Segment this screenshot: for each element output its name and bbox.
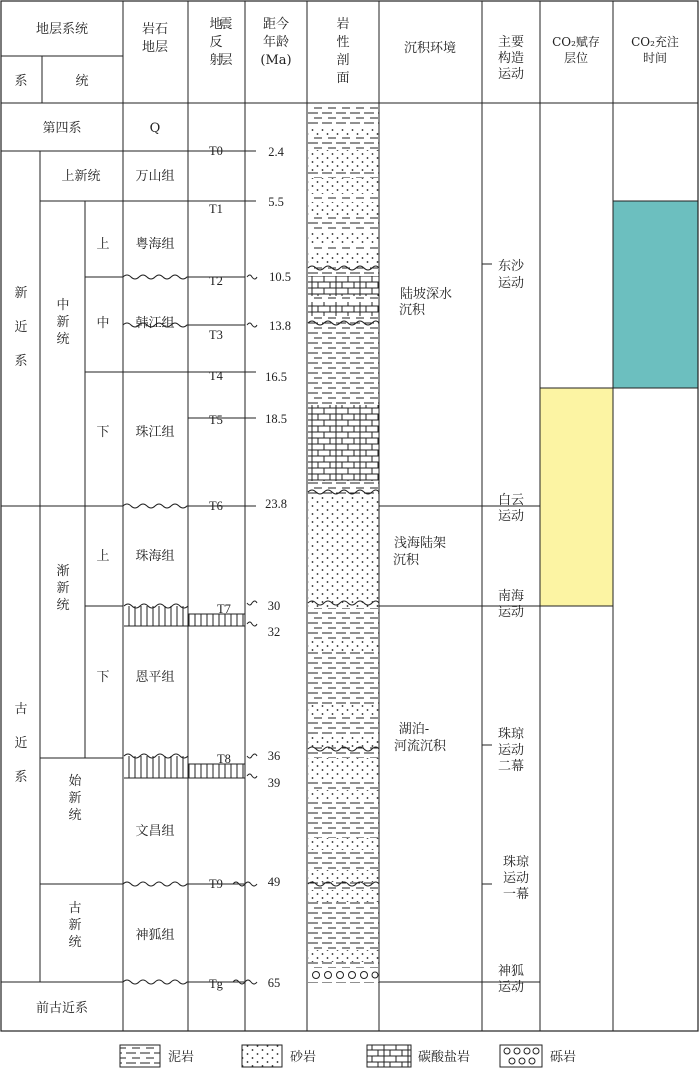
environment-shelf-1: 浅海陆架 [393,536,447,551]
age-39: 39 [267,776,281,790]
header-co2-layer-2: 层位 [563,51,589,65]
formation-zhujiang: 珠江组 [135,425,175,440]
environment-shelf-2: 沉积 [392,553,420,568]
movement-shenhu-2: 运动 [497,980,525,995]
age-49: 49 [267,875,281,889]
series-paleocene-1: 古 [68,901,82,916]
age-2-4: 2.4 [268,145,284,159]
movement-zhuqiong1-3: 一幕 [502,887,530,902]
header-rock-strata-1: 岩石 [141,22,169,37]
movement-baiyun-2: 运动 [497,509,525,524]
legend-mudstone-label: 泥岩 [168,1050,195,1065]
movement-nanhai-2: 运动 [497,605,525,620]
reflector-t4: T4 [209,369,223,383]
age-10-5: 10.5 [269,270,291,284]
header-age-1: 距今 [262,17,290,32]
system-paleogene-1: 古 [14,702,28,717]
header-seismic-2: 震 [219,17,233,32]
movement-dongsha-2: 运动 [497,276,525,291]
system-quaternary: 第四系 [42,121,82,136]
movement-dongsha-1: 东沙 [497,259,525,274]
header-tectonic-1: 主要 [497,35,525,50]
header-co2-time-1: CO₂充注 [631,35,679,49]
header-lithology-1: 岩 [336,17,350,32]
series-miocene-3: 统 [56,332,70,347]
legend-sandstone-label: 砂岩 [290,1050,317,1065]
header-seismic-3: 反 [209,35,223,50]
header-co2-time-2: 时间 [642,51,668,65]
header-lithology-3: 剖 [336,53,350,68]
formation-enping: 恩平组 [135,670,175,685]
header-tectonic-2: 构造 [497,51,525,66]
formation-shenhu: 神狐组 [135,928,175,943]
legend [120,1045,576,1067]
reflector-t1: T1 [209,202,223,216]
movement-zhuqiong1-1: 珠琼 [502,855,530,870]
header-rock-strata-2: 地层 [141,40,169,55]
formation-zhuhai: 珠海组 [135,549,175,564]
series-eocene-2: 新 [68,791,82,806]
reflector-t3: T3 [209,328,223,342]
age-16-5: 16.5 [265,370,287,384]
series-pliocene: 上新统 [61,169,101,184]
legend-carbonate [367,1045,470,1067]
system-neogene-3: 系 [14,354,28,369]
subseries-oligocene-lower: 下 [96,670,110,685]
age-65: 65 [267,976,281,990]
movement-zhuqiong2-1: 珠琼 [497,727,525,742]
environment-lacustrine-1: 湖泊- [398,722,430,737]
age-32: 32 [267,625,281,639]
system-pre-paleogene: 前古近系 [35,1001,89,1016]
header-tectonic-3: 运动 [497,67,525,82]
header-lithology-2: 性 [336,35,350,50]
age-13-8: 13.8 [269,319,291,333]
age-5-5: 5.5 [268,195,284,209]
movement-zhuqiong1-2: 运动 [502,871,530,886]
series-paleocene-2: 新 [68,918,82,933]
age-30: 30 [267,599,281,613]
subseries-oligocene-upper: 上 [96,549,110,564]
legend-mudstone [120,1045,194,1067]
header-series: 统 [75,74,89,89]
series-oligocene-1: 渐 [56,564,70,579]
series-eocene-1: 始 [68,774,82,789]
header-seismic-5: 层 [219,53,233,68]
environment-lacustrine-2: 河流沉积 [393,739,447,754]
series-paleocene-3: 统 [68,935,82,950]
legend-conglomerate [500,1045,576,1067]
reflector-t7: T7 [217,602,231,616]
subseries-miocene-upper: 上 [96,237,110,252]
formation-q: Q [149,121,161,136]
legend-carbonate-label: 碳酸盐岩 [418,1050,471,1065]
series-miocene-1: 中 [56,298,70,313]
reflector-t8: T8 [217,752,231,766]
movement-baiyun-1: 白云 [497,493,525,508]
subseries-miocene-middle: 中 [96,316,110,331]
system-paleogene-2: 近 [14,736,28,751]
header-system: 系 [14,74,28,89]
co2-layer-bar [540,388,613,606]
system-neogene-2: 近 [14,320,28,335]
reflector-t0: T0 [209,144,223,158]
header-strata-system: 地层系统 [35,22,89,37]
reflector-tg: Tg [209,977,223,991]
series-eocene-3: 统 [68,808,82,823]
formation-hanjiang: 韩江组 [135,316,175,331]
header-environment: 沉积环境 [403,41,457,56]
legend-conglomerate-label: 砾岩 [550,1050,577,1065]
movement-nanhai-1: 南海 [497,589,525,604]
environment-deep-water-1: 陆坡深水 [399,287,453,302]
environment-deep-water-2: 沉积 [398,303,426,318]
lithology-column [308,103,379,983]
movement-zhuqiong2-3: 二幕 [497,759,525,774]
reflector-t5: T5 [209,413,223,427]
formation-yuehai: 粤海组 [135,237,175,252]
formation-wanshan: 万山组 [135,169,175,184]
age-36: 36 [267,749,281,763]
system-neogene-1: 新 [14,286,28,301]
header-seismic-4: 射 [209,53,223,68]
header-lithology-4: 面 [336,71,350,86]
header-co2-layer-1: CO₂赋存 [552,35,600,49]
movement-shenhu-1: 神狐 [497,964,525,979]
reflector-t9: T9 [209,877,223,891]
system-paleogene-3: 系 [14,770,28,785]
series-oligocene-2: 新 [56,581,70,596]
legend-sandstone [242,1045,316,1067]
age-23-8: 23.8 [265,497,287,511]
age-18-5: 18.5 [265,412,287,426]
reflector-t2: T2 [209,274,223,288]
header-age-2: 年龄 [262,35,290,50]
subseries-miocene-lower: 下 [96,425,110,440]
co2-charge-time-bar [613,201,698,388]
series-miocene-2: 新 [56,315,70,330]
movement-zhuqiong2-2: 运动 [497,743,525,758]
header-age-3: (Ma) [260,53,292,68]
series-oligocene-3: 统 [56,598,70,613]
reflector-t6: T6 [209,499,223,513]
header-seismic-1: 地 [209,17,223,32]
formation-wenchang: 文昌组 [135,824,175,839]
